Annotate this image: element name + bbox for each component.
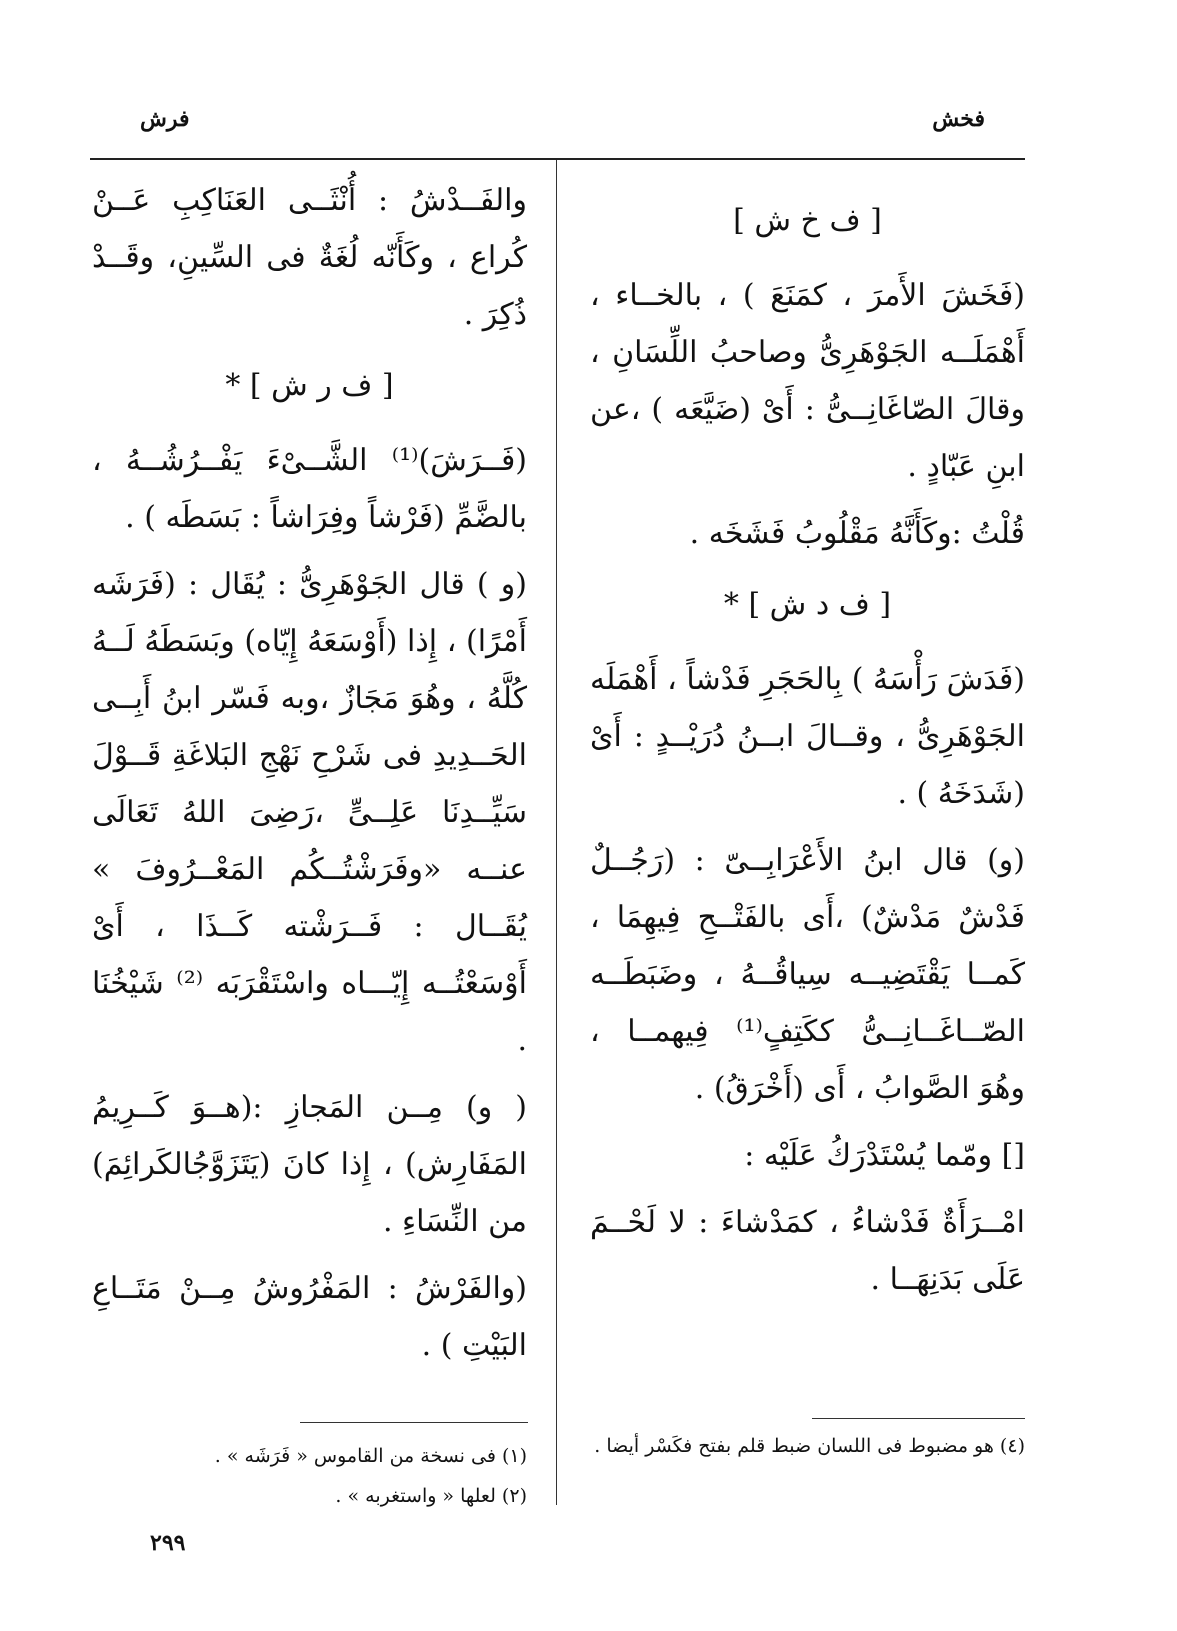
paragraph: [] ومّما يُسْتَدْرَكُ عَلَيْه :	[744, 1138, 1025, 1173]
footnote-rule	[812, 1418, 1025, 1419]
paragraph: (فَخَشَ الأَمرَ ، كمَنَعَ ) ، بالخــاء ، أَهْمَلَــه الجَوْهَرِىُّ وصاحبُ اللِّسَانِ ، وقالَ الصّاغَانِــىُّ : أَىْ (ضَيَّعَه ) ،عن ابنِ عَبّادٍ .	[590, 278, 1025, 484]
paragraph: امْــرَأَةٌ فَدْشاءُ ، كمَدْشاءَ : لا لَحْــمَ عَلَى بَدَنِهَــا .	[590, 1205, 1025, 1297]
entry-heading: [ ف ر ش ] *	[225, 368, 394, 403]
running-header-right: فخش	[932, 106, 985, 132]
footnotes-left	[92, 1438, 527, 1518]
paragraph: (فَــرَشَ)⁽¹⁾ الشَّــىْءَ يَفْــرُشُــهُ ، بالضَّمِّ (فَرْشاً وفِرَاشاً : بَسَطَه ) .	[92, 443, 527, 535]
paragraph: قُلْتُ :وكَأَنَّهُ مَقْلُوبُ فَشَخَه .	[689, 516, 1025, 551]
column-divider	[556, 160, 557, 1505]
footnote-rule	[300, 1422, 528, 1423]
footnote: (١) فى نسخة من القاموس « فَرَشَه » .	[214, 1445, 527, 1467]
paragraph: (و) قال ابنُ الأَعْرَابِــىّ : (رَجُــلٌ فَدْشٌ مَدْشٌ) ،أَى بالفَتْــحِ فِيهِمَا ، كَمــا يَقْتَضِيــه سِياقُــهُ ، وضَبَطَــه الصّــاغَــانِــىُّ ككَتِفٍ⁽¹⁾ فِيهمــا ، وهُوَ الصَّوابُ ، أَى (أَخْرَقُ) .	[590, 843, 1025, 1106]
header-rule	[90, 158, 1025, 160]
footnote: (٤) هو مضبوط فى اللسان ضبط قلم بفتح فكَسْر أيضا .	[594, 1435, 1025, 1457]
page-number: ٢٩٩	[150, 1530, 186, 1556]
footnote: (٢) لعلها « واستغربه » .	[335, 1485, 527, 1507]
paragraph: (والفَرْشُ : المَفْرُوشُ مِــنْ مَتَــاعِ البَيْتِ ) .	[92, 1271, 527, 1363]
entry-heading: [ ف د ش ] *	[723, 587, 892, 622]
left-column	[92, 172, 527, 1384]
right-column	[590, 178, 1025, 1318]
paragraph: والفَــدْشُ : أُنْثَــى العَنَاكِبِ عَــنْ كُراع ، وكَأَنّه لُغَةٌ فى السِّينِ، وقَــدْ ذُكِرَ .	[92, 183, 527, 332]
paragraph: (فَدَشَ رَأْسَهُ ) بِالحَجَرِ فَدْشاً ، أَهْمَلَه الجَوْهَرِىُّ ، وقــالَ ابــنُ دُرَيْــدٍ : أَىْ (شَدَخَهُ ) .	[590, 662, 1025, 811]
entry-heading: [ ف خ ش ]	[733, 203, 882, 238]
footnotes-right	[590, 1428, 1025, 1468]
running-header-left: فرش	[140, 106, 190, 132]
paragraph: ( و) مِــن المَجازِ :(هــوَ كَــرِيمُ المَفَارِش) ، إِذا كانَ (يَتَزَوَّجُالكَرائِمَ) من النِّسَاءِ .	[92, 1090, 527, 1239]
paragraph: (و ) قال الجَوْهَرِىُّ : يُقَال : (فَرَشَه أَمْرًا) ، إِذا (أَوْسَعَهُ إِيّاه) وبَسَطَهُ لَــهُ كُلَّهُ ، وهُوَ مَجَازٌ ،وبه فَسّر ابنُ أَبِــى الحَــدِيدِ فى شَرْحِ نَهْجِ البَلاغَةِ قَــوْلَ سَيِّــدِنَا عَلِــىٍّ ،رَضِىَ اللهُ تَعَالَى عنــه «وفَرَشْتُــكُم المَعْــرُوفَ » يُقَــال : فَــرَشْته كَــذَا ، أَىْ أَوْسَعْتُــه إِيّـــاه واسْتَقْرَبَه ⁽²⁾ شَيْخُنَا .	[92, 567, 527, 1058]
